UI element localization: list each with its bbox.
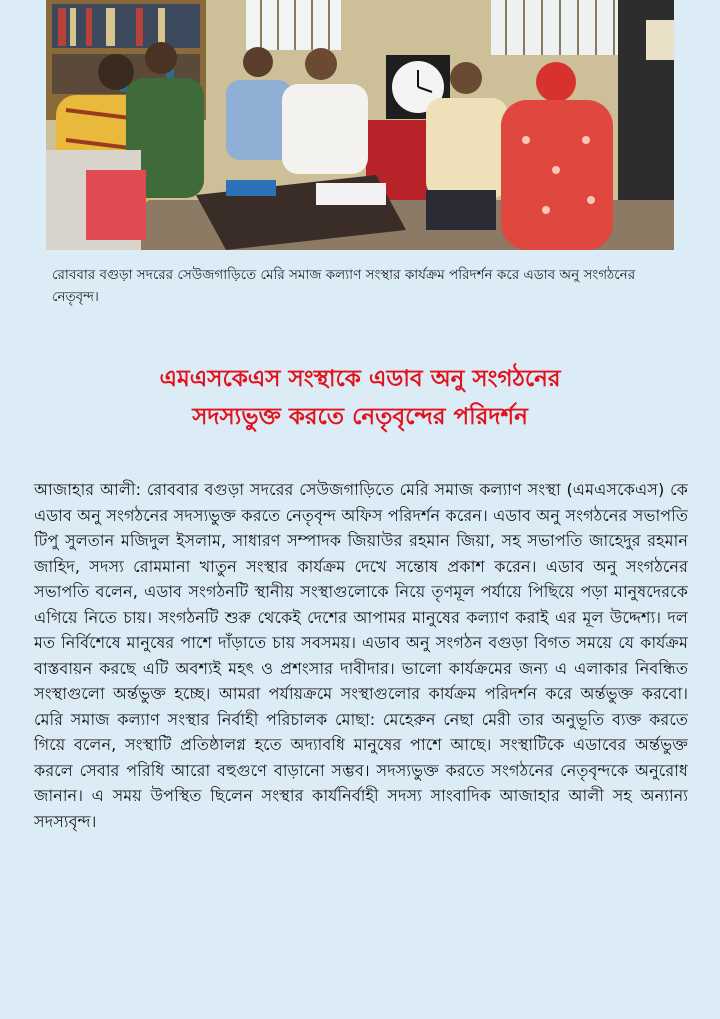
headline — [30, 360, 690, 436]
article-body: আজাহার আলী: রোববার বগুড়া সদরের সেউজগাড়িতে মেরি সমাজ কল্যাণ সংস্থা (এমএসকেএস) কে এডাব অনু সংগঠনের সদস্যভুক্ত করতে নেতৃবৃন্দ অফিস পরিদর্শন করেন। এডাব অনু সংগঠনের সভাপতি টিপু সুলতান মজিদুল ইসলাম, সাধারণ সম্পাদক জিয়াউর রহমান জিয়া, সহ সভাপতি জাহেদুর রহমান জাহিদ, সদস্য রোমমানা খাতুন সংস্থার কার্যক্রম দেখে সন্তোষ প্রকাশ করেন। এডাব অনু সংগঠনের সভাপতি বলেন, এডাব সংগঠনটি স্থানীয় সংস্থাগুলোকে নিয়ে তৃণমূল পর্যায়ে পিছিয়ে পড়া মানুষদেরকে এগিয়ে নিতে চায়। সংগঠনটি শুরু থেকেই দেশের আপামর মানুষের কল্যাণ করাই এর মূল উদ্দেশ্য। দল মত নির্বিশেষে মানুষের পাশে দাঁড়াতে চায় সবসময়। এডাব অনু সংগঠন বগুড়া বিগত সময়ে যে কার্যক্রম বাস্তবায়ন করছে এটি অবশ্যই মহৎ ও প্রশংসার দাবীদার। ভালো কার্যক্রমের জন্য এ এলাকার নিবন্ধিত সংস্থাগুলো অর্ন্তভুক্ত হচ্ছে। আমরা পর্যায়ক্রমে সংস্থাগুলোর কার্যক্রম পরিদর্শন করে অর্ন্তভুক্ত করবো। মেরি সমাজ কল্যাণ সংস্থার নির্বাহী পরিচালক মোছা: মেহেরুন নেছা মেরী তার অনুভূতি ব্যক্ত করতে গিয়ে বলেন, সংস্থাটি প্রতিষ্ঠালগ্ন হতে অদ্যাবধি মানুষের পাশে আছে। সংস্থাটিকে এডাবের অর্ন্তভুক্ত করলে সেবার পরিধি আরো বহুগুণে বাড়ানো সম্ভব। সদস্যভুক্ত করতে সংগঠনের নেতৃবৃন্দকে অনুরোধ জানান। এ সময় উপস্থিত ছিলেন সংস্থার কার্যনির্বাহী সদস্য সাংবাদিক আজাহার আলী সহ অন্যান্য সদস্যবৃন্দ। — [34, 480, 688, 831]
photo-caption: রোববার বগুড়া সদরের সেউজগাড়িতে মেরি সমাজ কল্যাণ সংস্থার কার্যক্রম পরিদর্শন করে এডাব অনু সংগঠনের নেতৃবৃন্দ। — [52, 267, 636, 305]
meeting-photo — [46, 0, 674, 250]
headline-line-2: সদস্যভুক্ত করতে নেতৃবৃন্দের পরিদর্শন — [192, 404, 528, 430]
headline-line-1: এমএসকেএস সংস্থাকে এডাব অনু সংগঠনের — [159, 366, 561, 392]
